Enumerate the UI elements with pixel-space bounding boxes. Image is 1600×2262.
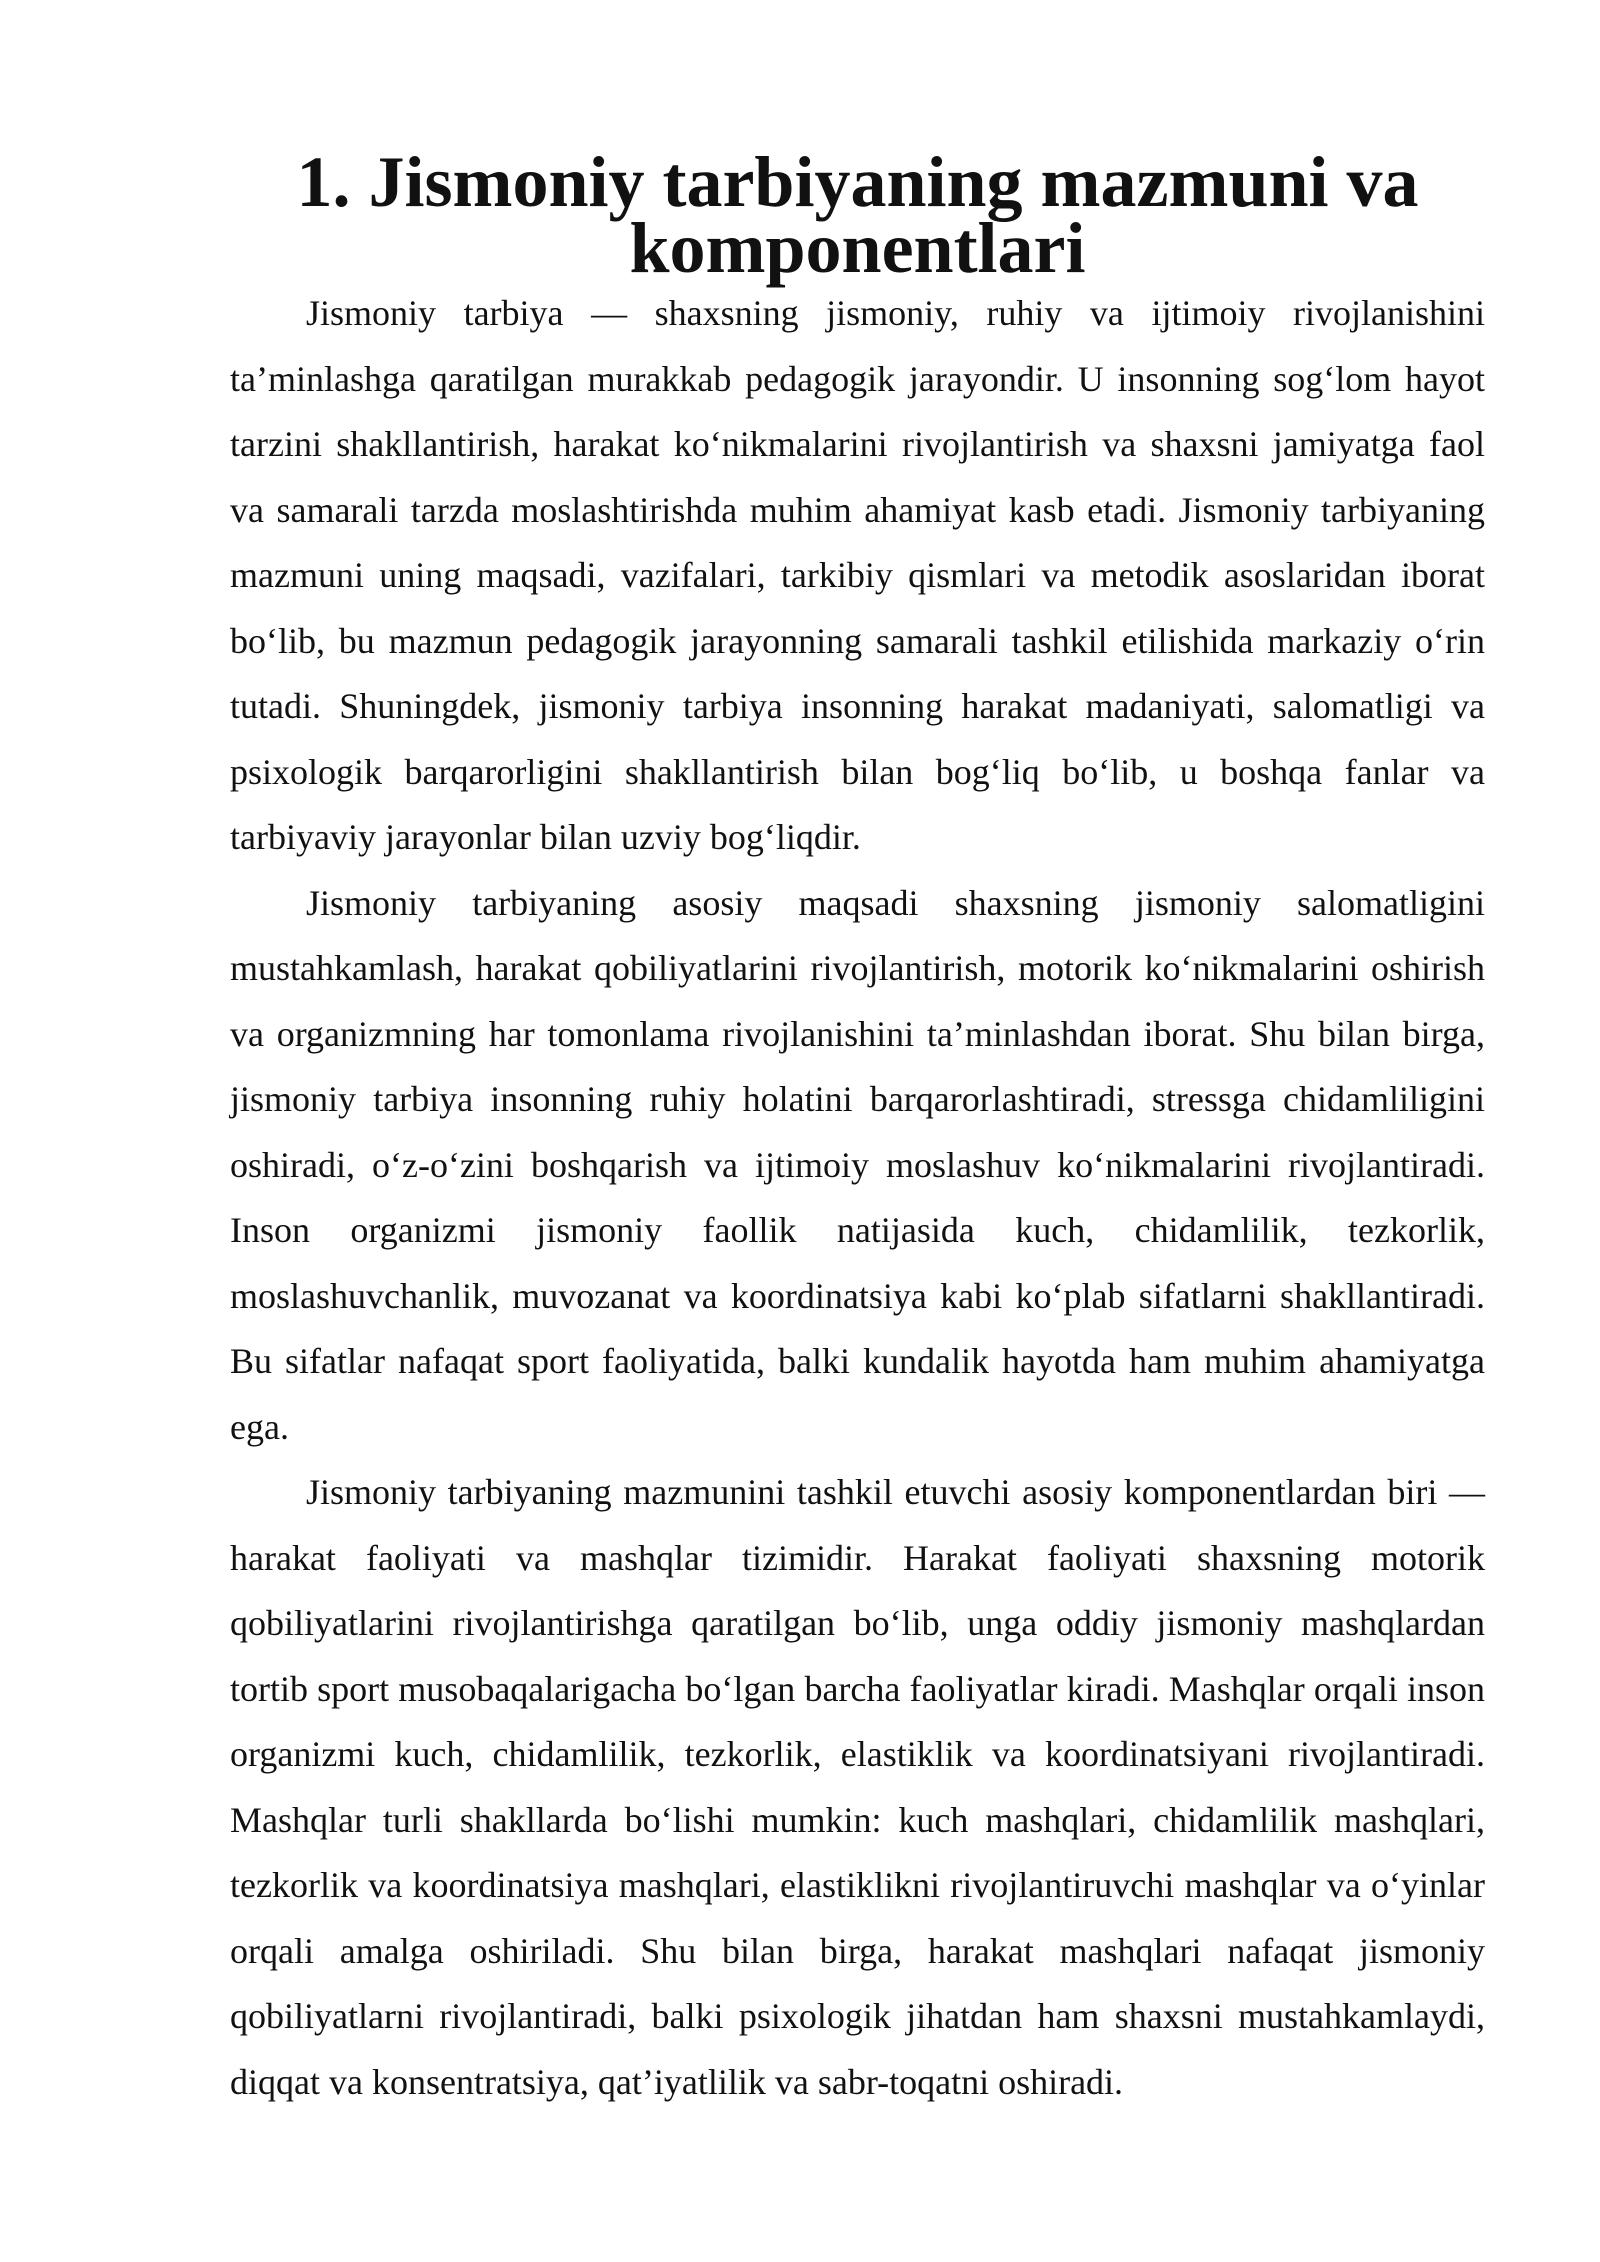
paragraph-definition: Jismoniy tarbiya — shaxsning jismoniy, ruhiy va ijtimoiy rivojlanishini ta’minlashga qaratilgan murakkab pedagogik jarayondir. U insonning sog‘lom hayot tarzini shakllantirish, harakat ko‘nikmalarini rivojlantirish va shaxsni jamiyatga faol va samarali tarzda moslashtirishda muhim ahamiyat kasb etadi. Jismoniy tarbiyaning mazmuni uning maqsadi, vazifalari, tarkibiy qismlari va metodik asoslaridan iborat bo‘lib, bu mazmun pedagogik jarayonning samarali tashkil etilishida markaziy o‘rin tutadi. Shuningdek, jismoniy tarbiya insonning harakat madaniyati, salomatligi va psixologik barqarorligini shakllantirish bilan bog‘liq bo‘lib, u boshqa fanlar va tarbiyaviy jarayonlar bilan uzviy bog‘liqdir. xyxy=(230,293,1485,857)
paragraph-components: Jismoniy tarbiyaning mazmunini tashkil etuvchi asosiy komponentlardan biri — harakat faoliyati va mashqlar tizimidir. Harakat faoliyati shaxsning motorik qobiliyatlarini rivojlantirishga qaratilgan bo‘lib, unga oddiy jismoniy mashqlardan tortib sport musobaqalarigacha bo‘lgan barcha faoliyatlar kiradi. Mashqlar orqali inson organizmi kuch, chidamlilik, tezkorlik, elastiklik va koordinatsiyani rivojlantiradi. Mashqlar turli shakllarda bo‘lishi mumkin: kuch mashqlari, chidamlilik mashqlari, tezkorlik va koordinatsiya mashqlari, elastiklikni rivojlantiruvchi mashqlar va o‘yinlar orqali amalga oshiriladi. Shu bilan birga, harakat mashqlari nafaqat jismoniy qobiliyatlarni rivojlantiradi, balki psixologik jihatdan ham shaxsni mustahkamlaydi, diqqat va konsentratsiya, qat’iyatlilik va sabr-toqatni oshiradi. xyxy=(230,1472,1485,2102)
document-page xyxy=(230,142,1485,2115)
paragraph-goal: Jismoniy tarbiyaning asosiy maqsadi shaxsning jismoniy salomatligini mustahkamlash, harakat qobiliyatlarini rivojlantirish, motorik ko‘nikmalarini oshirish va organizmning har tomonlama rivojlanishini ta’minlashdan iborat. Shu bilan birga, jismoniy tarbiya insonning ruhiy holatini barqarorlashtiradi, stressga chidamliligini oshiradi, o‘z-o‘zini boshqarish va ijtimoiy moslashuv ko‘nikmalarini rivojlantiradi. Inson organizmi jismoniy faollik natijasida kuch, chidamlilik, tezkorlik, moslashuvchanlik, muvozanat va koordinatsiya kabi ko‘plab sifatlarni shakllantiradi. Bu sifatlar nafaqat sport faoliyatida, balki kundalik hayotda ham muhim ahamiyatga ega. xyxy=(230,882,1485,1447)
section-title: 1. Jismoniy tarbiyaning mazmuni va komponentlari xyxy=(296,142,1419,288)
